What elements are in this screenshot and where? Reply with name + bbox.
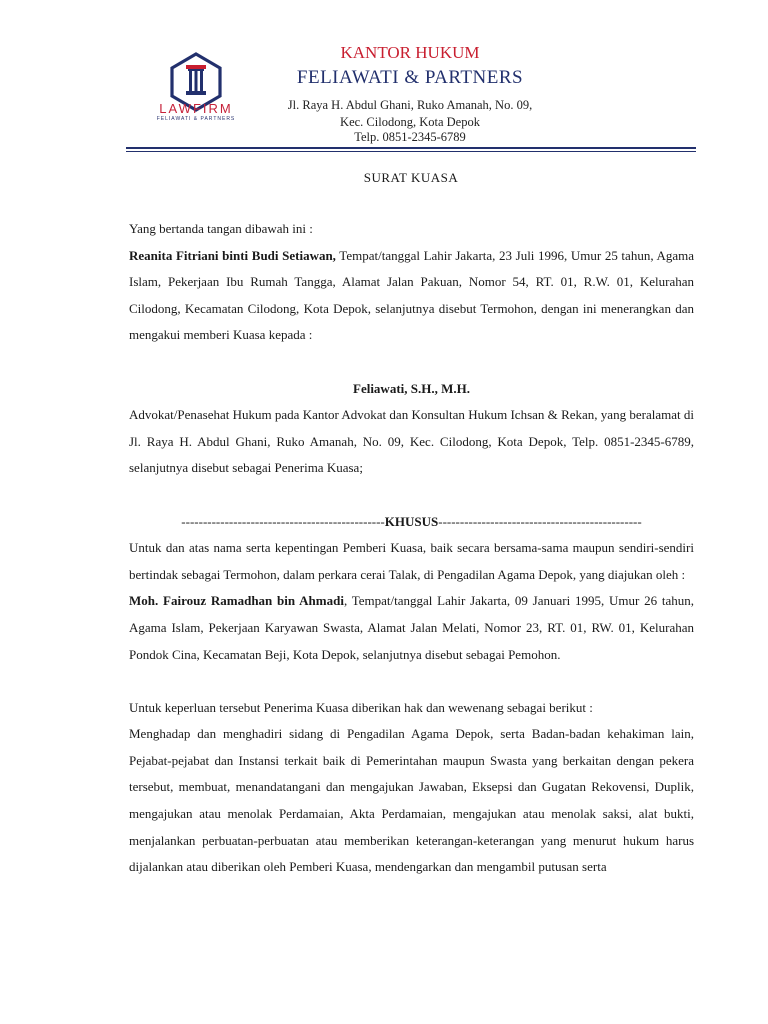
- intro-line: Yang bertanda tangan dibawah ini :: [129, 221, 313, 236]
- header-divider-thin: [126, 151, 696, 152]
- header-divider-thick: [126, 147, 696, 149]
- special-label: KHUSUS: [384, 513, 439, 529]
- grantor-paragraph: [129, 243, 694, 349]
- address-line2: Kec. Cilodong, Kota Depok: [340, 115, 480, 129]
- logo-wordmark: LAWFIRM: [159, 101, 233, 116]
- document-body: [129, 216, 694, 881]
- firm-title-line2: FELIAWATI & PARTNERS: [296, 67, 524, 88]
- rights-text: Menghadap dan menghadiri sidang di Pengadilan Agama Depok, serta Badan-badan kehakiman lain, Pejabat-pejabat dan Instansi terkait baik di Pemerintahan maupun Swasta yang berkaitan dengan pekera tersebut, membuat, menandatangani dan mengajukan Jawaban, Eksepsi dan Gugatan Rekovensi, Duplik, mengajukan atau menolak Perdamaian, Akta Perdamaian, mengajukan atau menolak saksi, alat bukti, menjalankan perbuatan-perbuatan atau memberikan keterangan-keterangan yang menurut hukum harus dijalankan atau diberikan oleh Pemberi Kuasa, mendengarkan dan mengambil putusan serta: [129, 726, 694, 875]
- special-heading: -----------------------------------------------KHUSUS-----------------------------------------------: [181, 513, 642, 529]
- petitioner-name: Moh. Fairouz Ramadhan bin Ahmadi: [129, 593, 344, 609]
- attorney-name: Feliawati, S.H., M.H.: [353, 380, 470, 396]
- petitioner-paragraph: [129, 588, 694, 668]
- phone-line: Telp. 0851-2345-6789: [354, 130, 466, 144]
- petitioner-details: , Tempat/tanggal Lahir Jakarta, 09 Januari 1995, Umur 26 tahun, Agama Islam, Pekerjaan Karyawan Swasta, Alamat Jalan Melati, Nomor 23, RT. 01, RW. 01, Kelurahan Pondok Cina, Kecamatan Beji, Kota Depok, selanjutnya disebut sebagai Pemohon.: [129, 593, 694, 662]
- special-text: Untuk dan atas nama serta kepentingan Pemberi Kuasa, baik secara bersama-sama maupun sendiri-sendiri bertindak sebagai Termohon, dalam perkara cerai Talak, di Pengadilan Agama Depok, yang diajukan oleh :: [129, 540, 694, 582]
- document-title: SURAT KUASA: [363, 170, 459, 185]
- firm-title-line1: KANTOR HUKUM: [340, 43, 480, 62]
- grantor-name: Reanita Fitriani binti Budi Setiawan,: [129, 247, 336, 263]
- address-line1: Jl. Raya H. Abdul Ghani, Ruko Amanah, No. 09,: [287, 98, 533, 112]
- logo-subtext: FELIAWATI & PARTNERS: [156, 116, 236, 122]
- attorney-details: Advokat/Penasehat Hukum pada Kantor Advokat dan Konsultan Hukum Ichsan & Rekan, yang beralamat di Jl. Raya H. Abdul Ghani, Ruko Amanah, No. 09, Kec. Cilodong, Kota Depok, Telp. 0851-2345-6789, selanjutnya disebut sebagai Penerima Kuasa;: [129, 407, 694, 476]
- grantor-details: Tempat/tanggal Lahir Jakarta, 23 Juli 1996, Umur 25 tahun, Agama Islam, Pekerjaan Ibu Rumah Tangga, Alamat Jalan Pakuan, Nomor 54, RT. 01, R.W. 01, Kelurahan Cilodong, Kecamatan Cilodong, Kota Depok, selanjutnya disebut Termohon, dengan ini menerangkan dan mengakui memberi Kuasa kepada :: [129, 247, 694, 343]
- rights-intro: Untuk keperluan tersebut Penerima Kuasa diberikan hak dan wewenang sebagai berikut :: [129, 699, 593, 715]
